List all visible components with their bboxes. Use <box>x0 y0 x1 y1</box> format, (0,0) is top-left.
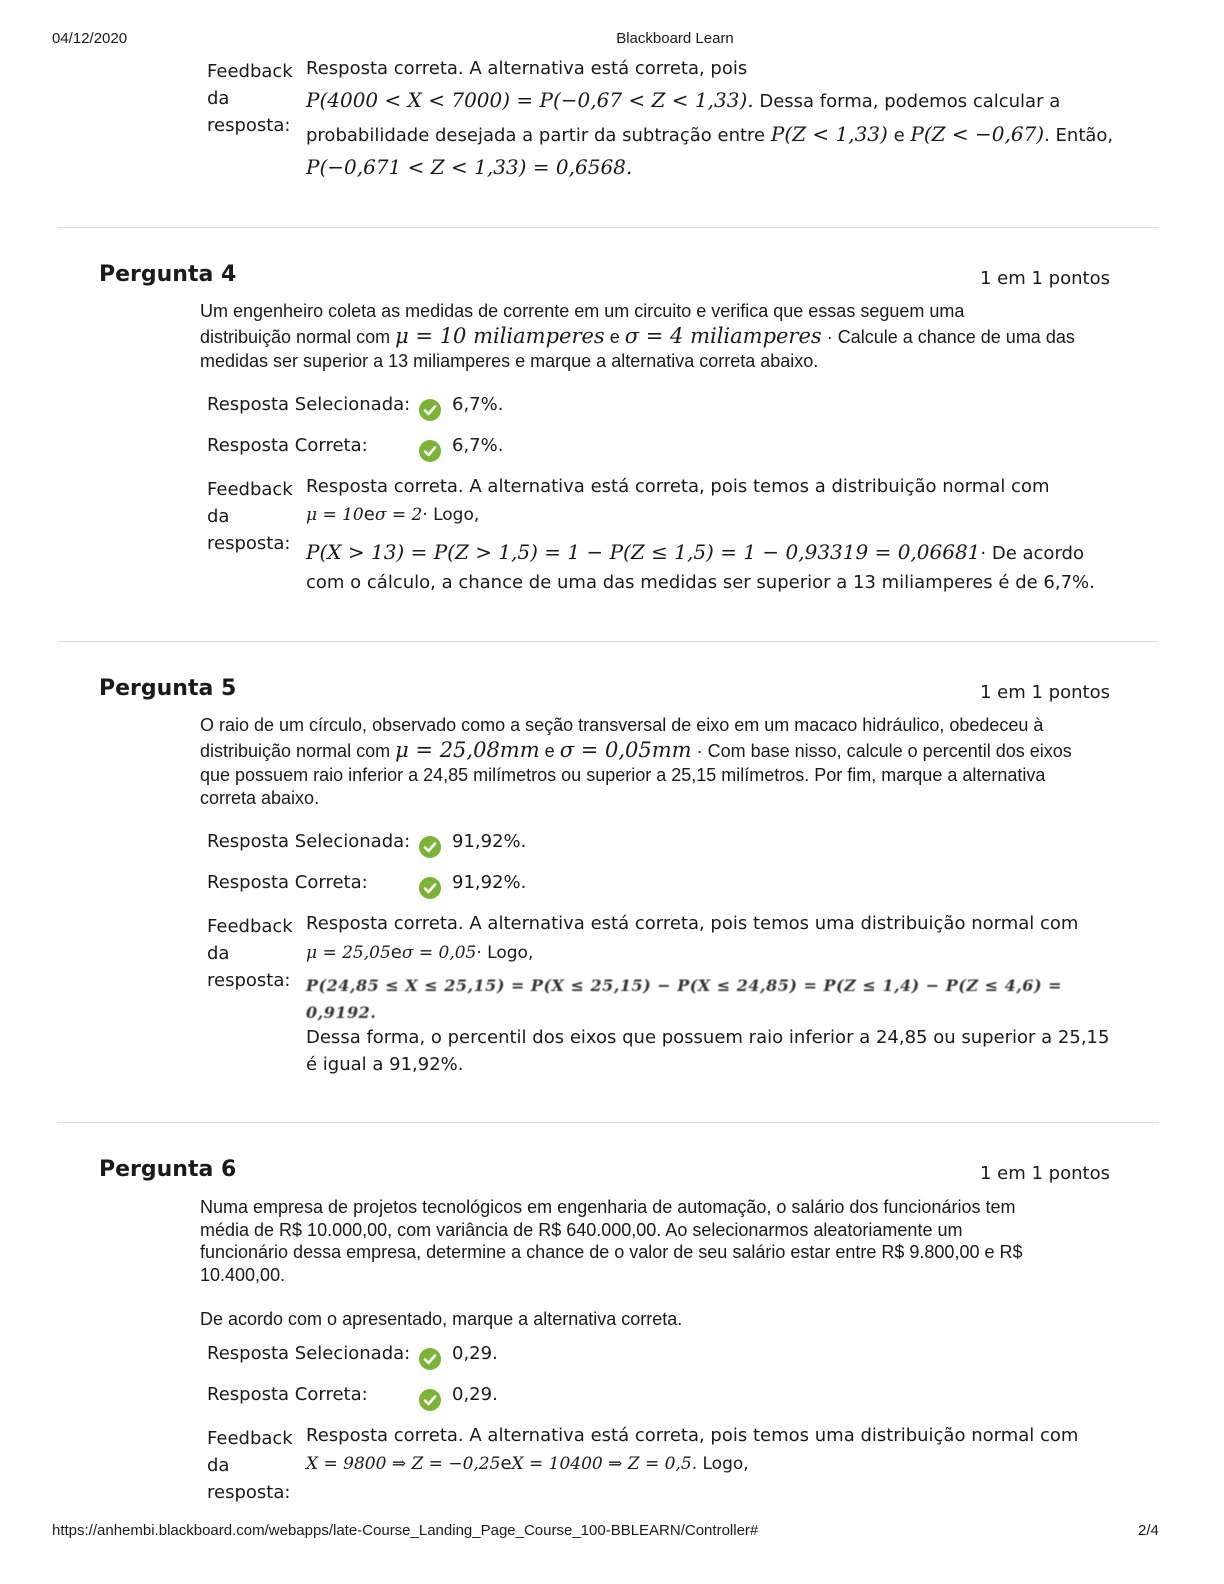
print-url: https://anhembi.blackboard.com/webapps/late-Course_Landing_Page_Course_100-BBLEARN/Controller# <box>52 1522 759 1539</box>
q3-math-3: P(Z < −0,67) <box>910 122 1045 146</box>
q3-feedback-body: Resposta correta. A alternativa está correta, pois P(4000 < X < 7000) = P(−0,67 < Z < 1,33). Dessa forma, podemos calcular a probabilidade desejada a partir da subtração entre P(Z < 1,33) e P(Z < −0,67). Então, P(−0,671 < Z < 1,33) = 0,6568. <box>306 58 1114 179</box>
formula-image: P(24,85 ≤ X ≤ 25,15) = P(X ≤ 25,15) − P(X ≤ 24,85) = P(Z ≤ 1,4) − P(Z ≤ 4,6) = <box>306 976 1062 995</box>
correct-check-icon <box>419 836 441 858</box>
correct-check-icon <box>419 1348 441 1370</box>
q4-feedback-body: Resposta correta. A alternativa está correta, pois temos a distribuição normal com μ = 10eσ = 2· Logo, P(X > 13) = P(Z > 1,5) = 1 − P(Z ≤ 1,5) = 1 − 0,93319 = 0,06681· De acordo com o cálculo, a chance de uma das medidas ser superior a 13 miliamperes é de 6,7%. <box>306 476 1095 593</box>
question-text: Numa empresa de projetos tecnológicos em engenharia de automação, o salário dos funcionários tem média de R$ 10.000,00, com variância de R$ 640.000,00. Ao selecionarmos aleatoriamente um funcionário dessa empresa, determine a chance de o valor de seu salário estar entre R$ 9.800,00 e R$ 10.400,00. De acordo com o apresentado, marque a alternativa correta. <box>200 1197 1023 1329</box>
formula-image: 0,9192. <box>306 1003 377 1022</box>
question-points: 1 em 1 pontos <box>980 1163 1110 1184</box>
print-page-title: Blackboard Learn <box>616 30 734 47</box>
page-number: 2/4 <box>1138 1522 1159 1539</box>
feedback-label: Feedback da resposta: <box>207 479 293 554</box>
feedback-label: Feedback da resposta: <box>207 1428 293 1503</box>
correct-check-icon <box>419 399 441 421</box>
section-divider <box>57 641 1159 642</box>
q5-feedback-body: Resposta correta. A alternativa está correta, pois temos uma distribuição normal com μ = 25,05eσ = 0,05· Logo, P(24,85 ≤ X ≤ 25,15) = P(X ≤ 25,15) − P(X ≤ 24,85) = P(Z ≤ 1,4) − P(Z ≤ 4,6) = 0,9192. Dessa forma, o percentil dos eixos que possuem raio inferior a 24,85 ou superior a 25,15 é igual a 91,92%. <box>306 913 1110 1075</box>
q6-feedback-body: Resposta correta. A alternativa está correta, pois temos uma distribuição normal com X = 9800 ⇒ Z = −0,25eX = 10400 ⇒ Z = 0,5. Logo, <box>306 1425 1079 1474</box>
q3-math-1: P(4000 < X < 7000) = P(−0,67 < Z < 1,33). <box>306 88 754 112</box>
question-points: 1 em 1 pontos <box>980 268 1110 289</box>
feedback-label: Feedback da resposta: <box>207 916 293 991</box>
question-points: 1 em 1 pontos <box>980 682 1110 703</box>
question-text: O raio de um círculo, observado como a seção transversal de eixo em um macaco hidráulico, obedeceu à distribuição normal com μ = 25,08mm e σ = 0,05mm · Com base nisso, calcule o percentil dos eixos que possuem raio inferior a 24,85 milímetros ou superior a 25,15 milímetros. Por fim, marque a alternativa correta abaixo. <box>200 715 1072 808</box>
question-title: Pergunta 5 <box>99 676 237 701</box>
correct-check-icon <box>419 1389 441 1411</box>
correct-check-icon <box>419 440 441 462</box>
question-title: Pergunta 4 <box>99 262 237 287</box>
correct-check-icon <box>419 877 441 899</box>
section-divider <box>57 227 1159 228</box>
question-title: Pergunta 6 <box>99 1157 237 1182</box>
feedback-label: Feedback da resposta: <box>207 61 293 136</box>
section-divider <box>57 1122 1159 1123</box>
q3-math-2: P(Z < 1,33) <box>770 122 888 146</box>
q3-math-4: P(−0,671 < Z < 1,33) = 0,6568. <box>306 155 633 179</box>
question-text: Um engenheiro coleta as medidas de corrente em um circuito e verifica que essas seguem uma distribuição normal com μ = 10 miliamperes e σ = 4 miliamperes · Calcule a chance de uma das medidas ser superior a 13 miliamperes e marque a alternativa correta abaixo. <box>200 301 1075 371</box>
print-date: 04/12/2020 <box>52 30 128 47</box>
